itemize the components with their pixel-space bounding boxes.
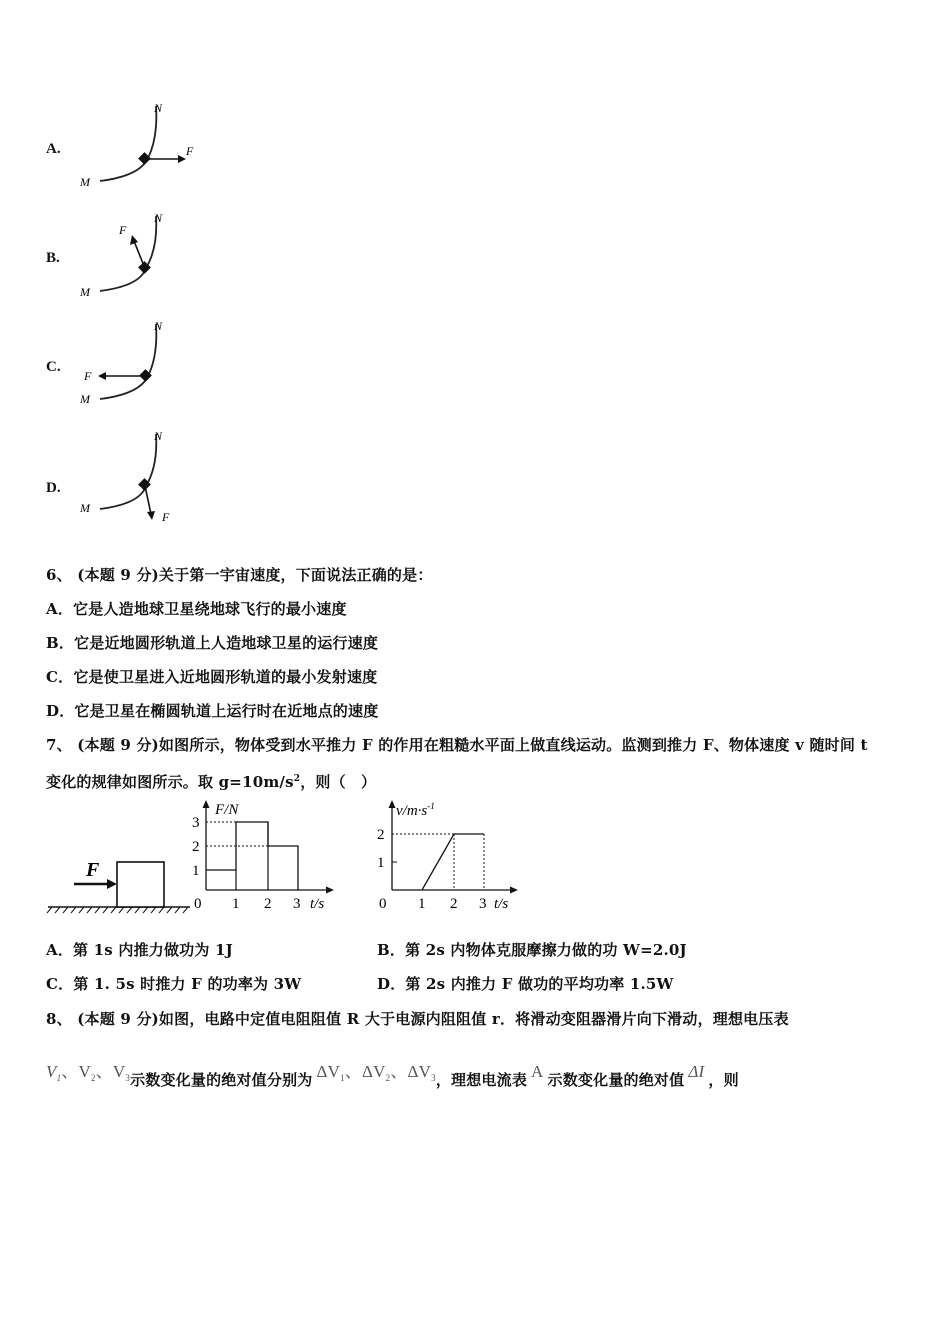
q7-stem-line2 <box>46 771 376 792</box>
q8-stem-line1: 8、 (本题 9 分)如图，电路中定值电阻阻值 R 大于电源内阻阻值 r．将滑动变阻器滑片向下滑动，理想电压表 <box>46 1010 789 1028</box>
label-n: N <box>154 429 163 443</box>
q8-text-end: ，则 <box>708 1071 739 1089</box>
force-arrow <box>134 241 144 266</box>
q8-stem-line2 <box>46 1057 739 1089</box>
v-axis-sup: -1 <box>427 801 435 811</box>
separator: 、 <box>61 1062 79 1081</box>
q6-option-d[interactable]: D．它是卫星在椭圆轨道上运行时在近地点的速度 <box>46 702 379 720</box>
separator: 、 <box>344 1062 362 1081</box>
q7-stem-end: ，则（ ） <box>300 773 377 791</box>
svg-text:v/m·s-1 <box>396 801 435 819</box>
q7-stem-sup: 2 <box>293 774 301 784</box>
option-c-label: C. <box>46 359 61 375</box>
q6-option-b[interactable]: B．它是近地圆形轨道上人造地球卫星的运行速度 <box>46 634 379 652</box>
option-b-label: B. <box>46 250 60 266</box>
dv3-symbol: $\Delta V_3$ <box>407 1062 436 1083</box>
y-tick-2: 2 <box>377 827 385 843</box>
q7-stem-line1: 7、 (本题 9 分)如图所示，物体受到水平推力 F 的作用在粗糙水平面上做直线运动。监测到推力 F、物体速度 v 随时间 t <box>46 736 868 754</box>
v1-symbol: $V_1$ <box>46 1062 62 1083</box>
q7-option-d[interactable]: D．第 2s 内推力 F 做功的平均功率 1.5W <box>377 975 674 993</box>
option-a-figure <box>70 98 210 198</box>
label-m: M <box>80 392 90 406</box>
trajectory-curve <box>100 324 156 399</box>
separator: 、 <box>390 1062 408 1081</box>
trajectory-curve <box>100 216 156 291</box>
q6-option-a[interactable]: A．它是人造地球卫星绕地球飞行的最小速度 <box>46 600 347 618</box>
x-tick-2: 2 <box>450 896 458 912</box>
q7-force-time-graph <box>188 798 348 918</box>
force-arrow <box>145 486 151 514</box>
x-tick-2: 2 <box>264 896 272 912</box>
q7-block-figure <box>46 855 196 915</box>
q7-stem-text: 变化的规律如图所示。取 g=10m/s <box>46 773 294 791</box>
t-axis-label: t/s <box>494 896 509 912</box>
label-m: M <box>80 285 90 299</box>
t-axis-label: t/s <box>310 896 325 912</box>
x-tick-0: 0 <box>194 896 202 912</box>
y-tick-1: 1 <box>377 855 385 871</box>
f-axis-label: F/N <box>215 802 239 818</box>
option-c-figure <box>70 316 210 416</box>
y-tick-2: 2 <box>192 839 200 855</box>
x-tick-0: 0 <box>379 896 387 912</box>
q8-text-mid: 示数变化量的绝对值分别为 <box>130 1071 313 1089</box>
label-f: F <box>84 369 92 383</box>
label-n: N <box>154 211 163 225</box>
x-tick-3: 3 <box>293 896 301 912</box>
q7-option-c[interactable]: C．第 1. 5s 时推力 F 的功率为 3W <box>46 975 302 993</box>
q6-stem: 6、 (本题 9 分)关于第一宇宙速度，下面说法正确的是： <box>46 566 433 584</box>
label-f: F <box>186 144 194 158</box>
dv2-symbol: $\Delta V_2$ <box>362 1062 391 1083</box>
label-f: F <box>162 510 170 524</box>
x-tick-1: 1 <box>232 896 240 912</box>
x-tick-1: 1 <box>418 896 426 912</box>
block <box>117 862 164 907</box>
force-line <box>206 822 298 890</box>
y-tick-1: 1 <box>192 863 200 879</box>
q8-text-mid2: ，理想电流表 <box>435 1071 528 1089</box>
separator: 、 <box>95 1062 113 1081</box>
force-label: F <box>86 859 100 881</box>
trajectory-curve <box>100 106 156 181</box>
velocity-line <box>422 834 484 890</box>
option-d-label: D. <box>46 480 61 496</box>
option-d-figure <box>70 426 210 531</box>
q6-option-c[interactable]: C．它是使卫星进入近地圆形轨道的最小发射速度 <box>46 668 378 686</box>
q7-velocity-time-graph <box>370 798 540 918</box>
q8-text-mid3: 示数变化量的绝对值 <box>547 1071 685 1089</box>
label-n: N <box>154 101 163 115</box>
option-a-label: A. <box>46 141 61 157</box>
label-m: M <box>80 175 90 189</box>
q7-option-b[interactable]: B．第 2s 内物体克服摩擦力做的功 W=2.0J <box>377 941 687 959</box>
v2-symbol: $V_2$ <box>78 1062 96 1083</box>
x-tick-3: 3 <box>479 896 487 912</box>
v-axis-label: v/m·s <box>396 803 428 819</box>
svg-text:F/N <box>214 802 239 818</box>
option-b-figure <box>70 208 210 308</box>
ammeter-symbol: A <box>531 1062 544 1081</box>
label-n: N <box>154 319 163 333</box>
label-m: M <box>80 501 90 515</box>
label-f: F <box>119 223 127 237</box>
delta-i-symbol: ΔI <box>688 1062 705 1081</box>
q7-option-a[interactable]: A．第 1s 内推力做功为 1J <box>46 941 233 959</box>
v3-symbol: $V_3$ <box>112 1062 131 1083</box>
y-tick-3: 3 <box>192 815 200 831</box>
dv1-symbol: $\Delta V_1$ <box>316 1062 345 1083</box>
